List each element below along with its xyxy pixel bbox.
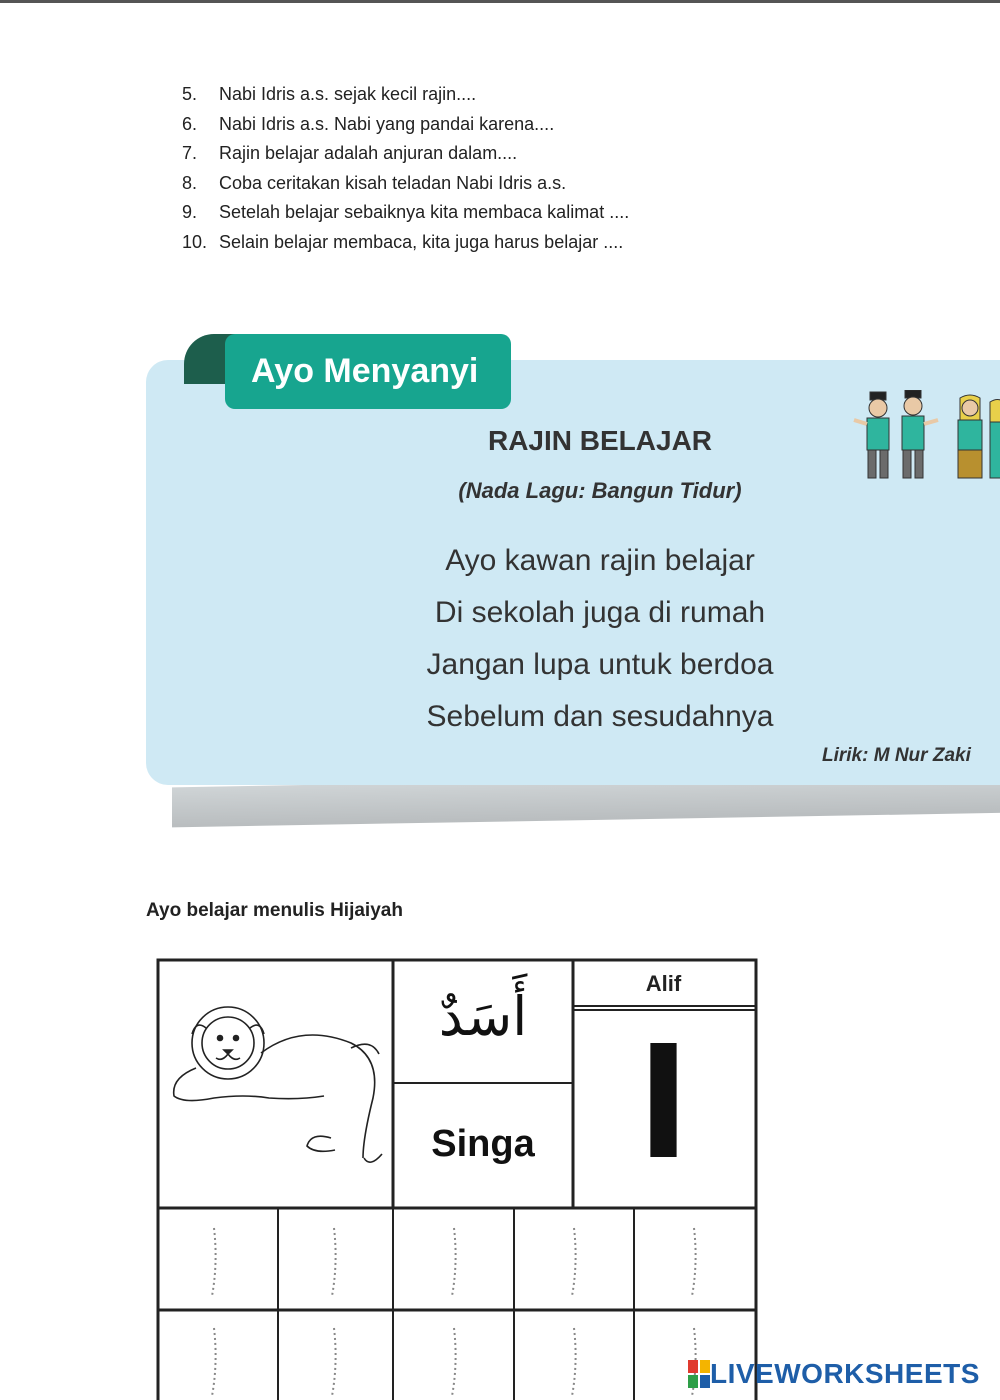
question-list bbox=[182, 80, 629, 257]
liveworksheets-logo-icon bbox=[688, 1360, 710, 1388]
hijaiyah-heading: Ayo belajar menulis Hijaiyah bbox=[146, 900, 403, 921]
question-item bbox=[182, 198, 629, 228]
question-number: 9. bbox=[182, 202, 198, 222]
question-number: 6. bbox=[182, 113, 198, 134]
question-text: Selain belajar membaca, kita juga harus belajar .... bbox=[219, 231, 624, 252]
arabic-word: أَسَدٌ bbox=[438, 985, 528, 1048]
question-item bbox=[182, 169, 629, 199]
word-meaning: Singa bbox=[431, 1123, 535, 1165]
letter-name: Alif bbox=[645, 971, 682, 996]
song-title: RAJIN BELAJAR bbox=[487, 425, 713, 456]
song-tab-label: Ayo Menyanyi bbox=[225, 334, 511, 409]
lyric-line: Di sekolah juga di rumah bbox=[434, 596, 766, 629]
question-text: Nabi Idris a.s. sejak kecil rajin.... bbox=[219, 84, 477, 104]
lion-illustration bbox=[174, 1007, 382, 1162]
question-item bbox=[182, 228, 629, 258]
lyric-credit: Lirik: M Nur Zaki bbox=[822, 745, 971, 766]
logo-text: LIVEWORKSHEETS bbox=[710, 1358, 980, 1389]
question-item bbox=[182, 80, 629, 110]
question-text: Nabi Idris a.s. Nabi yang pandai karena.... bbox=[219, 113, 555, 134]
children-singing-illustration bbox=[850, 390, 1000, 490]
lyric-line: Sebelum dan sesudahnya bbox=[426, 700, 774, 733]
song-subtitle: (Nada Lagu: Bangun Tidur) bbox=[458, 478, 742, 503]
lyric-line: Ayo kawan rajin belajar bbox=[445, 544, 755, 577]
question-text: Setelah belajar sebaiknya kita membaca kalimat .... bbox=[219, 202, 630, 222]
question-number: 7. bbox=[182, 143, 198, 163]
question-item bbox=[182, 110, 629, 140]
lyric-line: Jangan lupa untuk berdoa bbox=[426, 648, 774, 681]
liveworksheets-logo[interactable] bbox=[688, 1356, 980, 1392]
question-number: 5. bbox=[182, 84, 198, 104]
question-text: Coba ceritakan kisah teladan Nabi Idris a.s. bbox=[219, 172, 567, 193]
question-number: 8. bbox=[182, 172, 198, 193]
question-text: Rajin belajar adalah anjuran dalam.... bbox=[219, 143, 518, 163]
question-item bbox=[182, 139, 629, 169]
question-number: 10. bbox=[182, 231, 208, 252]
top-rule bbox=[0, 0, 1000, 3]
arabic-letter: ا bbox=[637, 1019, 690, 1193]
